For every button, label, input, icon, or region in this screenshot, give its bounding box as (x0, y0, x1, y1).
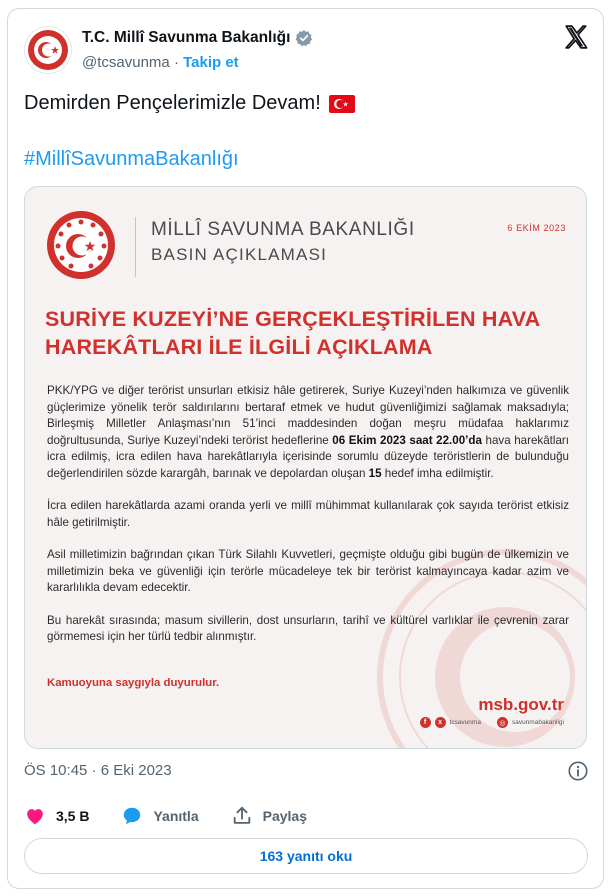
author-name[interactable]: T.C. Millî Savunma Bakanlığı (82, 29, 313, 47)
release-body (47, 383, 569, 662)
release-title (45, 305, 575, 361)
handle-separator: · (173, 54, 179, 71)
hashtag-link[interactable]: #MillîSavunmaBakanlığı (24, 148, 239, 170)
verified-badge-icon (295, 29, 313, 47)
release-website: msb.gov.tr (478, 695, 564, 714)
release-paragraph: İcra edilen harekâtlarda azami oranda yerli ve millî mühimmat kullanılarak çok sayıda terörist etkisiz hâle getirilmiştir. (47, 499, 569, 529)
release-date: 6 EKİM 2023 (507, 223, 566, 233)
tweet-timestamp[interactable]: ÖS 10:45 · 6 Eki 2023 (24, 762, 172, 779)
turkey-flag-icon (329, 95, 355, 113)
reply-label: Yanıtla (153, 808, 199, 824)
like-count: 3,5 B (56, 808, 90, 824)
header-divider (135, 217, 136, 277)
share-label: Paylaş (262, 808, 307, 824)
social-handle: tcsavunma (449, 719, 481, 726)
like-button[interactable] (24, 805, 89, 827)
facebook-icon: f (420, 717, 431, 728)
share-upload-icon (231, 805, 253, 827)
share-button[interactable] (231, 805, 307, 827)
tweet-text: Demirden Pençelerimizle Devam! (24, 92, 355, 115)
read-replies-button[interactable]: 163 yanıtı oku (24, 838, 588, 874)
x-logo-icon[interactable] (563, 24, 589, 50)
release-title-line: SURİYE KUZEYİ’NE GERÇEKLEŞTİRİLEN HAVA (45, 307, 541, 331)
press-release-image[interactable] (24, 186, 587, 749)
x-small-icon: x (435, 717, 446, 728)
release-paragraph: Bu harekât sırasında; masum sivillerin, dost unsurların, tarihî ve kültürel varlıklar ile çevrenin zarar görmemesi için her türlü tedbir alınmıştır. (47, 613, 569, 643)
ministry-name: MİLLÎ SAVUNMA BAKANLIĞI (151, 219, 415, 240)
reply-bubble-icon (121, 805, 143, 827)
heart-icon (24, 805, 46, 827)
author-avatar[interactable] (24, 26, 72, 74)
ministry-emblem-icon (26, 28, 70, 72)
reply-button[interactable] (121, 805, 198, 827)
author-handle[interactable]: @tcsavunma (82, 54, 170, 71)
info-icon[interactable] (567, 760, 589, 782)
action-bar (24, 803, 339, 829)
release-social-row (420, 717, 564, 728)
release-paragraph: PKK/YPG ve diğer terörist unsurları etkisiz hâle getirerek, Suriye Kuzeyi’nden halkımıza ve güvenlik güçlerimize yönelik terör saldırılarını bertaraf etmek ve hudut güvenliğimizi sağlamak maksadıyla; Birleşmiş Milletler Anlaşması’nın 51’inci maddesinden doğan meşru müdafaa haklarımız doğrultusunda, Suriye Kuzeyi’ndeki terörist hedeflerine 06 Ekim 2023 saat 22.00’da hava harekâtları icra edilmiş, icra edilen hava harekâtlarıyla içerisinde sorumlu düzeyde teröristlerin de bulunduğu değerlendirilen sözde karargâh, barınak ve depolardan oluşan 15 hedef imha edilmiştir. (47, 384, 569, 480)
instagram-icon: ◎ (497, 717, 508, 728)
release-title-line: HAREKÂTLARI İLE İLGİLİ AÇIKLAMA (45, 335, 433, 359)
author-handle-row (82, 54, 239, 71)
follow-button[interactable]: Takip et (183, 54, 239, 71)
release-paragraph: Asil milletimizin bağrından çıkan Türk Silahlı Kuvvetleri, geçmişte olduğu gibi bugün de ülkemizin ve milletimizin beka ve güvenliği için terörle mücadeleye tek bir terörist kalmayıncaya kadar azim ve kararlılıkla devam edecektir. (47, 548, 569, 594)
press-release-label: BASIN AÇIKLAMASI (151, 245, 328, 264)
ministry-emblem-icon (45, 209, 117, 281)
release-closing: Kamuoyuna saygıyla duyurulur. (47, 677, 220, 689)
social-handle: savunmabakanligi (511, 719, 564, 726)
